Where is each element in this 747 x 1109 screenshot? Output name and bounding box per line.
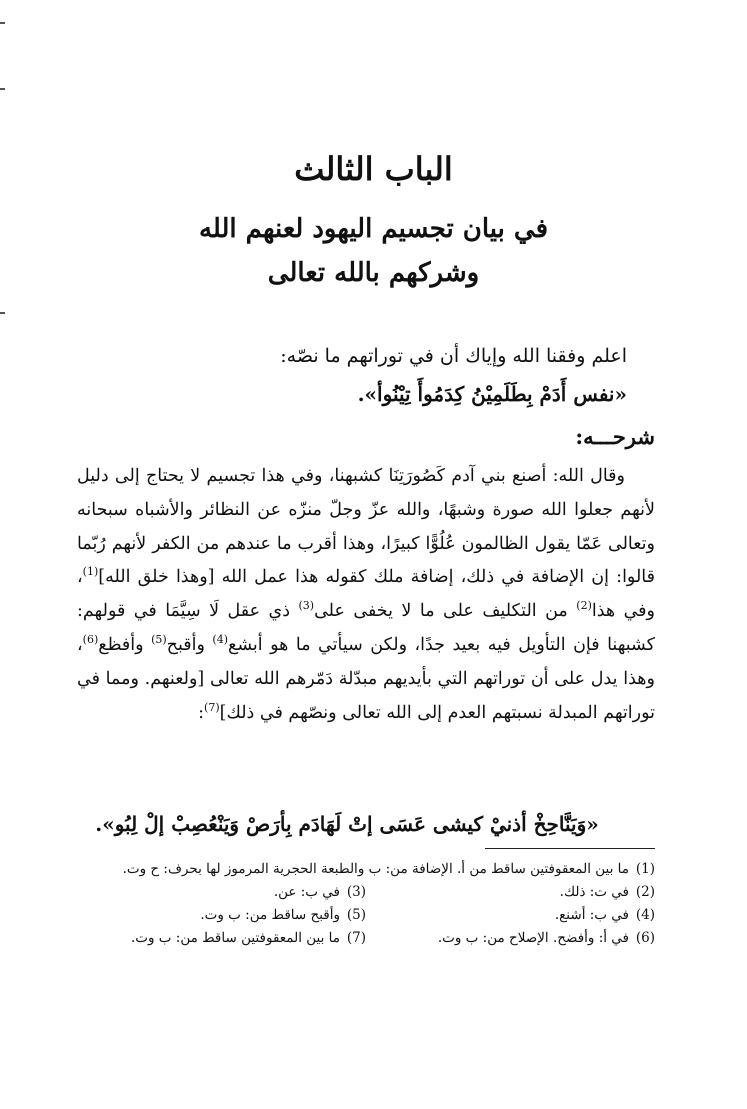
sharh-heading: شرحـــه: [575,424,655,449]
footnote-number: (5) [346,907,366,923]
footnote-ref: (6) [82,633,99,647]
footnote-3 [77,881,366,904]
margin-mark [0,88,5,90]
footnote-ref: (7) [204,700,220,714]
torah-quote: «نفس أَدَمْ بِطَلَمِيْنُ كِدَمُوأَ تِيْنُوأ». [357,382,627,406]
footnote-number: (7) [346,930,366,946]
footnote-row [77,927,655,950]
footnotes [77,858,655,950]
footnote-row [77,881,655,904]
footnote-number: (1) [635,861,655,877]
chapter-subtitle-line2: وشركهم بالله تعالى [267,258,480,288]
footnote-6 [366,927,655,950]
footnote-number: (2) [635,884,655,900]
footnote-ref: (4) [212,633,228,647]
body-text-segment: ، وهذا يدل على أن توراتهم التي بأيديهم مبدّلة دَمّرهم الله تعالى [ولعنهم. ومما في توراتهم المبدلة نسبتهم العدم إلى الله تعالى ونصّهم في ذلك] [77,634,655,723]
chapter-title: الباب الثالث [294,150,453,188]
body-text-segment: من التكليف على ما لا يخفى على [314,601,577,622]
body-text-segment: وأفظع [98,634,152,655]
footnote-1 [77,858,655,881]
footnote-text: في ب: أشنع. [554,907,629,923]
footnote-row [77,904,655,927]
commentary-paragraph [77,460,655,730]
body-text-segment: ، وفي هذا [77,567,655,622]
footnote-2 [366,881,655,904]
footnote-5 [77,904,366,927]
footnote-number: (4) [635,907,655,923]
margin-mark [0,22,5,24]
footnote-ref: (3) [298,599,315,613]
footnote-ref: (1) [82,565,99,579]
footnote-text: في أ: وأفضح. الإصلاح من: ب وت. [437,930,629,946]
footnote-ref: (2) [576,599,592,613]
chapter-subtitle-line1: في بيان تجسيم اليهود لعنهم الله [198,214,549,244]
footnote-text: في ت: ذلك. [559,884,629,900]
torah-quote-closing: «وَيَنَّاحِخْ أذنيْ كيشى عَسَى إتْ لَهَادَم بِأرَصْ وَيَنْعُصِبْ إلْ لِبُو». [95,812,599,836]
commentary-body [77,460,655,730]
footnote-row [77,858,655,881]
footnote-text: ما بين المعقوفتين ساقط من: ب وت. [130,930,340,946]
body-text-segment: ذي عقل لَا سِيَّمَا في قولهم: كشبهنا فإن التأويل فيه بعيد جدًا، ولكن سيأتي ما هو أبشع [77,601,655,655]
footnote-divider [485,848,655,849]
footnote-text: وأقبح ساقط من: ب وت. [200,907,340,923]
body-text-segment: : [198,702,205,723]
footnote-7 [77,927,366,950]
footnote-number: (6) [635,930,655,946]
footnote-number: (3) [346,884,366,900]
footnote-4 [366,904,655,927]
footnote-text: ما بين المعقوفتين ساقط من أ. الإضافة من: ب والطبعة الحجرية المرموز لها بحرف: ح وت. [122,861,629,877]
footnote-text: في ب: عن. [273,884,340,900]
body-text-segment: وقال الله: أصنع بني آدم كَصُورَتِنَا كشبهنا، وفي هذا تجسيم لا يحتاج إلى دليل لأنهم جعلوا الله صورة وشبهًا، والله عزّ وجلّ منزّه عن النظائر والأشباه سبحانه وتعالى عَمّا يقول الظالمون عُلُوًّا كبيرًا، وهذا أقرب ما عندهم من الكفر لأنهم رُبّما قالوا: إن الإضافة في ذلك، إضافة ملك كقوله هذا عمل الله [وهذا خلق الله] [77,466,655,588]
margin-mark [0,312,5,314]
intro-text: اعلم وفقنا الله وإياك أن في توراتهم ما نصّه: [280,345,627,367]
footnote-ref: (5) [151,633,167,647]
body-text-segment: وأقبح [166,634,213,655]
